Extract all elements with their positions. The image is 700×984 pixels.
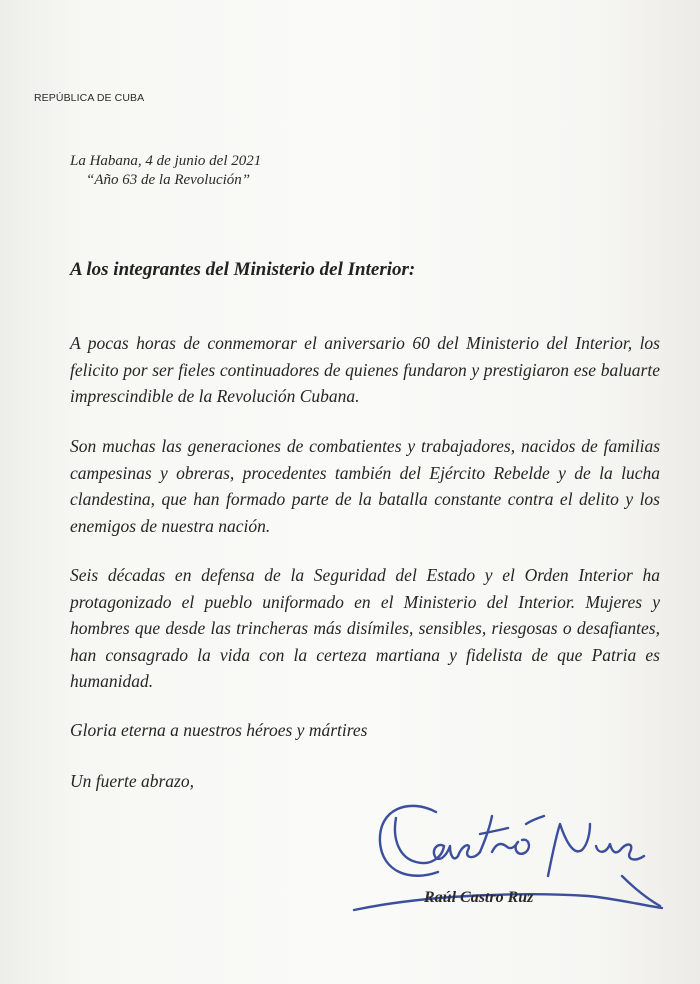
paragraph-2: Son muchas las generaciones de combatientes y trabajadores, nacidos de familias campesinas y obreras, procedentes también del Ejército Rebelde y de la lucha clandestina, que han formado parte de la batalla constante contra el delito y los enemigos de nuestra nación. <box>70 436 660 536</box>
year-motto: “Año 63 de la Revolución” <box>86 172 251 188</box>
country-header: REPÚBLICA DE CUBA <box>34 92 145 104</box>
salutation: A los integrantes del Ministerio del Interior: <box>70 259 416 280</box>
dateline <box>70 152 261 190</box>
closing-greeting: Un fuerte abrazo, <box>70 771 194 791</box>
paragraph-3: Seis décadas en defensa de la Seguridad del Estado y el Orden Interior ha protagonizado el pueblo uniformado en el Ministerio del Interior. Mujeres y hombres que desde las trincheras más disímiles, sensibles, riesgosas o desafiantes, han consagrado la vida con la certeza martiana y fidelista de que Patria es humanidad. <box>70 565 660 691</box>
closing-tribute: Gloria eterna a nuestros héroes y mártires <box>70 720 368 740</box>
paragraph-1: A pocas horas de conmemorar el aniversario 60 del Ministerio del Interior, los felicito por ser fieles continuadores de quienes fundaron y prestigiaron ese baluarte imprescindible de la Revolución Cubana. <box>70 333 660 406</box>
signer-name: Raúl Castro Ruz <box>424 889 534 906</box>
place-date: La Habana, 4 de junio del 2021 <box>70 153 262 169</box>
